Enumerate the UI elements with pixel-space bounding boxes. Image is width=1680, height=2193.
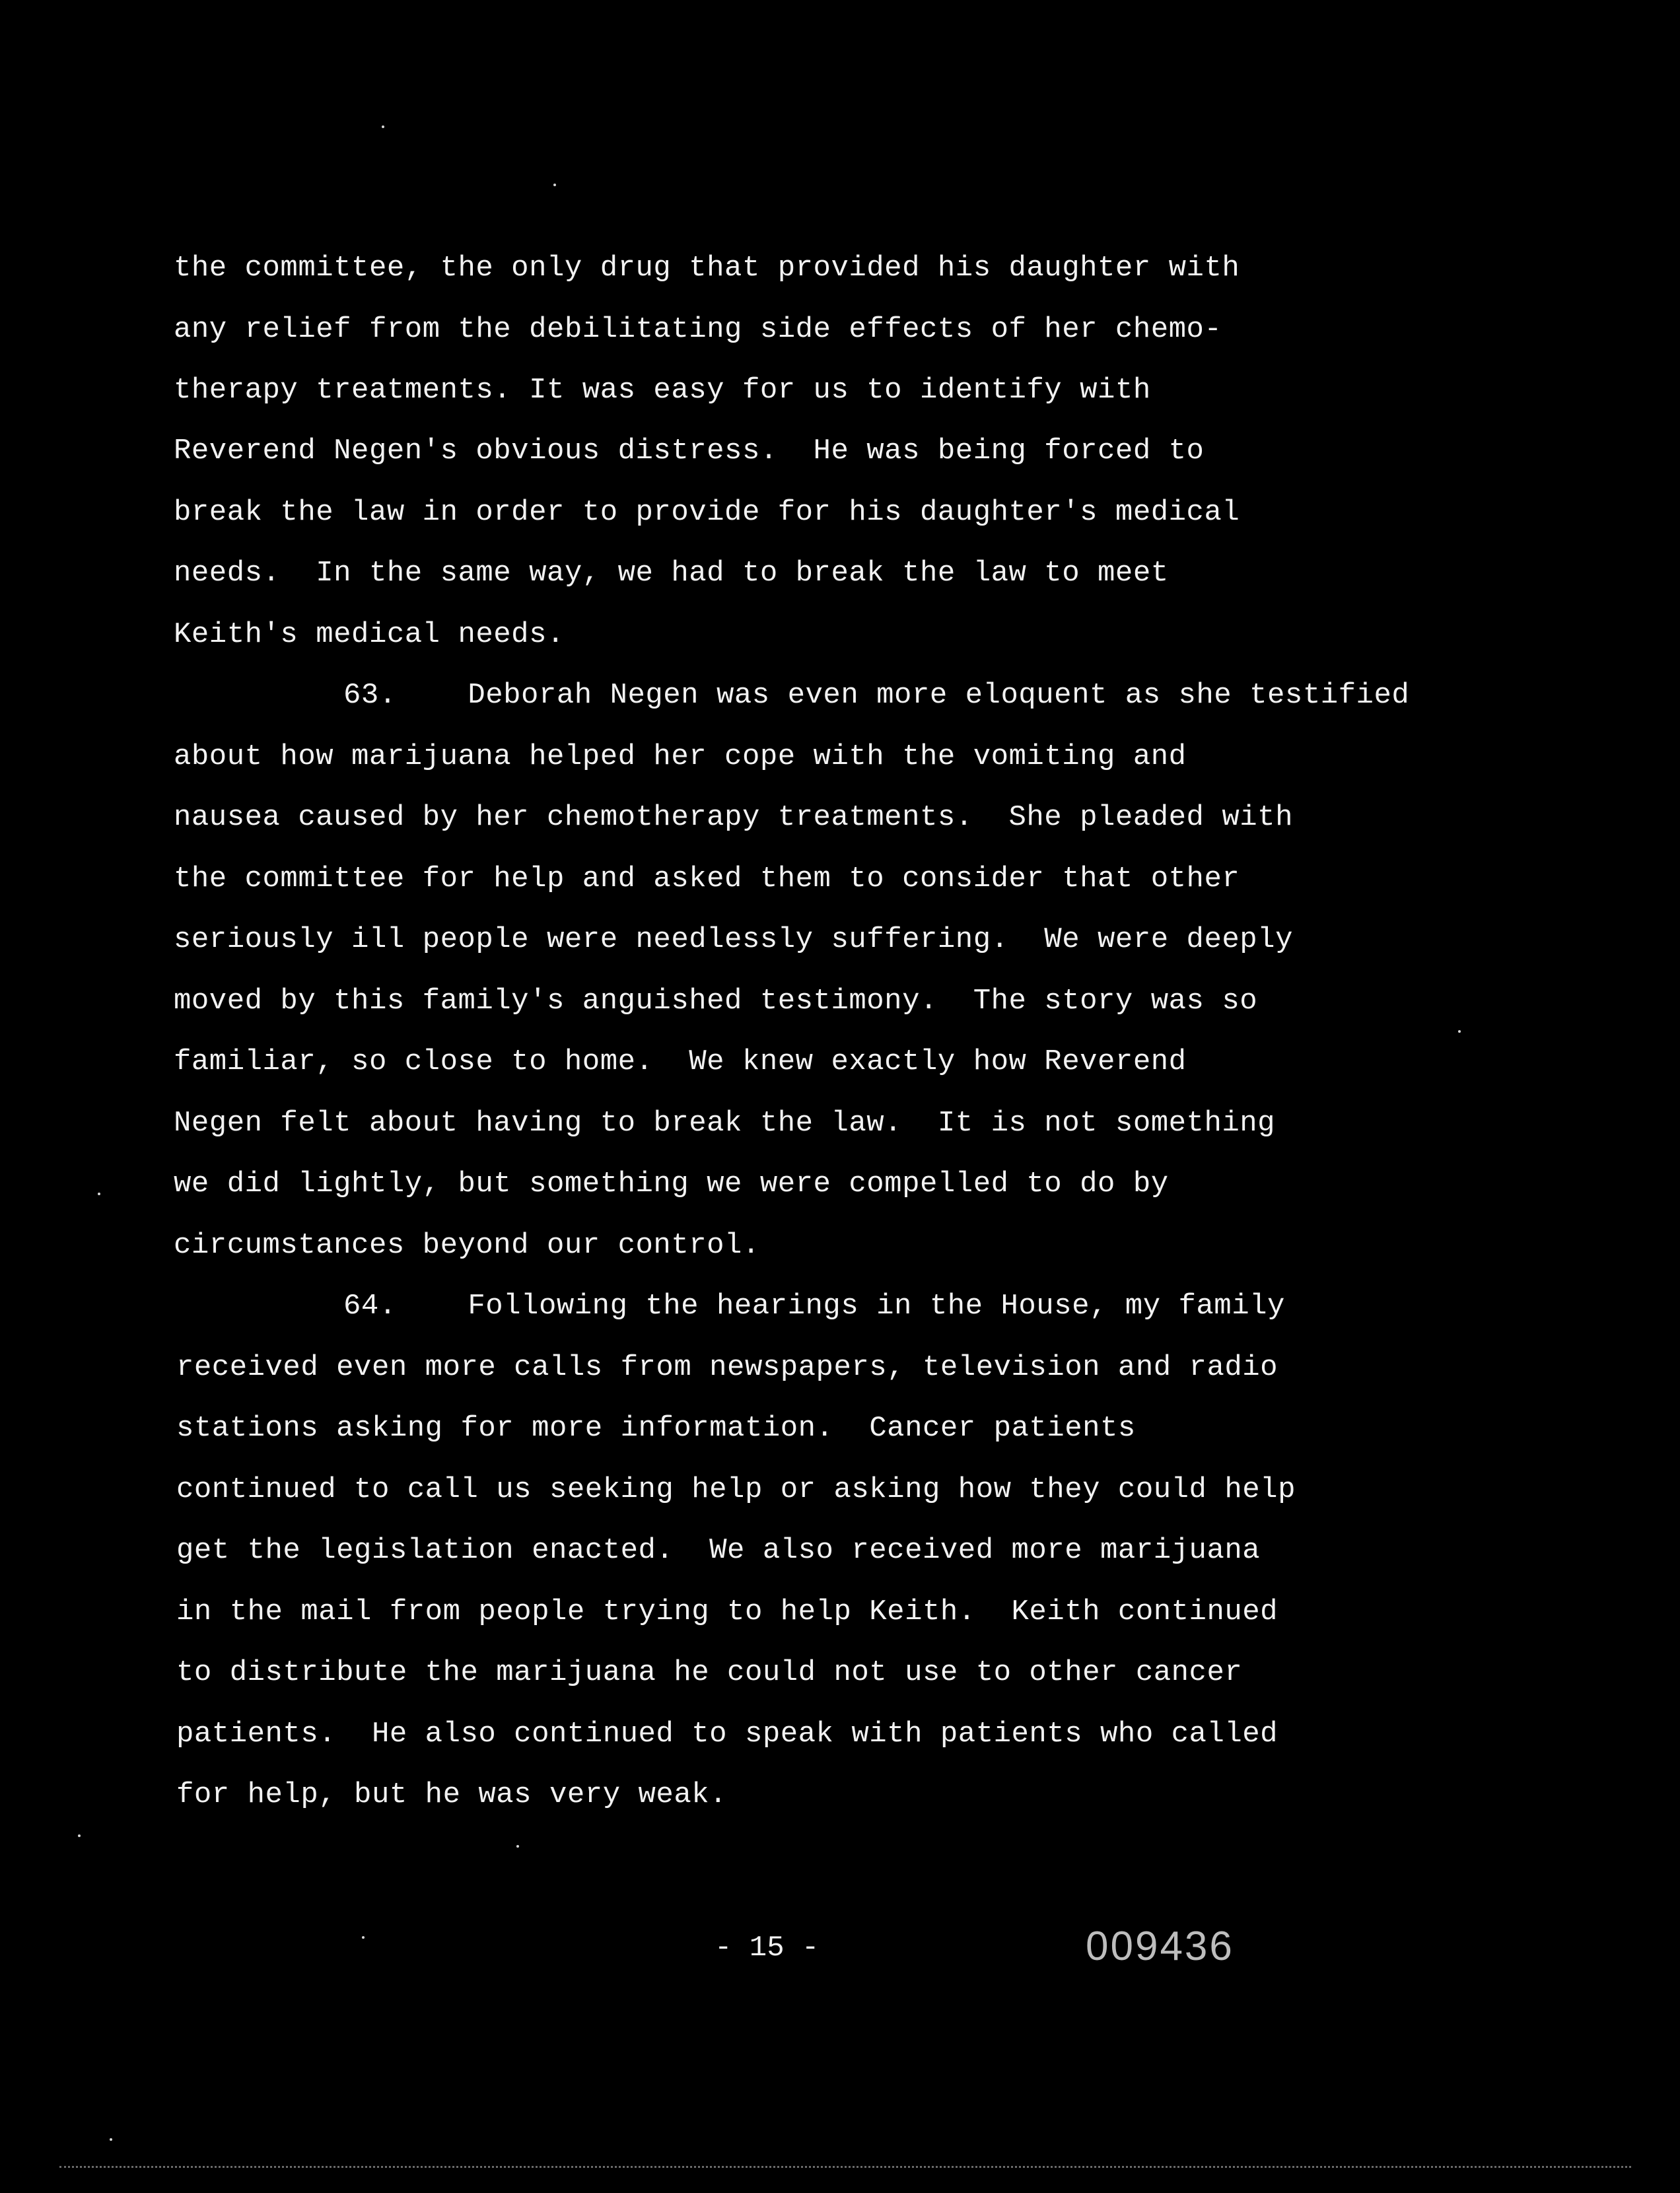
text-line-20: stations asking for more information. Cancer patients [176, 1412, 1136, 1445]
text-line-19: received even more calls from newspapers, television and radio [176, 1351, 1278, 1384]
text-line-13: moved by this family's anguished testimony. The story was so [174, 985, 1258, 1018]
scan-speck [1458, 1030, 1461, 1033]
text-line-16: we did lightly, but something we were compelled to do by [174, 1167, 1169, 1201]
text-line-24: to distribute the marijuana he could not use to other cancer [176, 1656, 1243, 1689]
scan-speck [382, 125, 384, 128]
scan-speck [516, 1845, 519, 1848]
text-line-1: the committee, the only drug that provided his daughter with [174, 252, 1240, 285]
text-line-10: nausea caused by her chemotherapy treatments. She pleaded with [174, 801, 1293, 834]
text-line-25: patients. He also continued to speak with patients who called [176, 1718, 1278, 1751]
scan-speck [553, 184, 556, 186]
text-line-2: any relief from the debilitating side effects of her chemo- [174, 313, 1222, 346]
text-line-5: break the law in order to provide for his daughter's medical [174, 496, 1240, 529]
text-line-21: continued to call us seeking help or asking how they could help [176, 1473, 1296, 1506]
scan-speck [362, 1936, 365, 1939]
scan-edge-artifact [59, 2166, 1631, 2168]
scan-speck [78, 1834, 81, 1837]
scan-speck [110, 2138, 112, 2141]
text-line-3: therapy treatments. It was easy for us to identify with [174, 374, 1151, 407]
paragraph-64-first-line: 64. Following the hearings in the House, my family [343, 1290, 1285, 1323]
text-line-4: Reverend Negen's obvious distress. He was being forced to [174, 435, 1205, 468]
bates-number: 009436 [1086, 1924, 1234, 1969]
text-line-11: the committee for help and asked them to consider that other [174, 862, 1240, 895]
text-line-22: get the legislation enacted. We also received more marijuana [176, 1534, 1261, 1567]
paragraph-63-first-line: 63. Deborah Negen was even more eloquent as she testified [343, 679, 1410, 712]
text-line-23: in the mail from people trying to help Keith. Keith continued [176, 1595, 1278, 1628]
text-line-7: Keith's medical needs. [174, 618, 565, 651]
scan-speck [98, 1193, 100, 1195]
page-number: - 15 - [715, 1932, 820, 1965]
text-line-9: about how marijuana helped her cope with the vomiting and [174, 740, 1187, 773]
text-line-26: for help, but he was very weak. [176, 1778, 728, 1811]
text-line-14: familiar, so close to home. We knew exactly how Reverend [174, 1045, 1187, 1078]
text-line-17: circumstances beyond our control. [174, 1229, 760, 1262]
text-line-6: needs. In the same way, we had to break the law to meet [174, 557, 1169, 590]
text-line-15: Negen felt about having to break the law. It is not something [174, 1107, 1276, 1140]
text-line-12: seriously ill people were needlessly suffering. We were deeply [174, 923, 1293, 956]
